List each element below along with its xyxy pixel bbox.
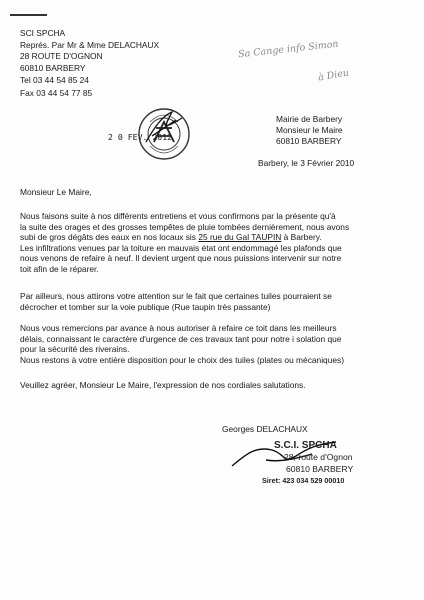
salutation: Monsieur Le Maire,: [20, 187, 92, 197]
p1-line: Les infiltrations venues par la toiture en mauvais état ont endommagé les plafonds que: [20, 242, 342, 253]
p2-line: décrocher et tomber sur la voie publique (Rue taupin très passante): [20, 301, 271, 312]
recipient-line2: Monsieur le Maire: [276, 125, 343, 135]
signature-name: Georges DELACHAUX: [222, 424, 308, 434]
p3-line: Nous restons à votre entière disposition pour le choix des tuiles (plates ou mécaniques): [20, 354, 345, 365]
p1-line: Nous faisons suite à nos différents entretiens et vous confirmons par la présente qu'à: [20, 211, 336, 221]
sender-name: SCI SPCHA: [20, 28, 66, 38]
handwritten-note-line2: à Dieu: [317, 67, 350, 84]
p1-text: à Barbery.: [281, 232, 322, 243]
p1-line: [20, 232, 349, 243]
p1-line: toit afin de le réparer.: [20, 263, 99, 274]
company-stamp-address: 28, route d'Ognon: [284, 452, 353, 462]
property-address: 25 rue du Gal TAUPIN: [198, 232, 282, 243]
date-line: Barbery, le 3 Février 2010: [258, 158, 355, 168]
p1-line: la suite des orages et des grosses tempêtes de pluie tombées dernièrement, nous avons: [20, 221, 350, 232]
closing: Veuillez agréer, Monsieur Le Maire, l'expression de nos cordiales salutations.: [20, 380, 306, 390]
sender-tel: Tel 03 44 54 85 24: [20, 75, 89, 85]
recipient-line1: Mairie de Barbery: [276, 114, 343, 124]
company-stamp-name: S.C.I. SPCHA: [274, 440, 337, 451]
p3-line: pour la sécurité des riverains.: [20, 344, 130, 355]
received-stamp-date: 2 0 FEV. 2012: [108, 132, 173, 142]
company-stamp-city: 60810 BARBERY: [286, 464, 354, 474]
p1-text: subi de gros dégâts des eaux en nos locaux sis: [20, 232, 199, 243]
stamp-signature-scrawl: [142, 108, 186, 148]
sender-represented: Représ. Par Mr & Mme DELACHAUX: [20, 40, 160, 50]
recipient-line3: 60810 BARBERY: [276, 136, 342, 146]
p1-line: nous venons de refaire à neuf. Il devient urgent que nous puissions intervenir sur notre: [20, 253, 342, 264]
p3-line: Nous vous remercions par avance à nous autoriser à refaire ce toit dans les meilleurs: [20, 323, 337, 333]
p2-line: Par ailleurs, nous attirons votre attention sur le fait que certaines tuiles pourraient se: [20, 291, 332, 301]
p3-line: délais, connaissant le caractère d'urgence de ces travaux tant pour notre i solation que: [20, 333, 342, 344]
handwritten-note-line1: Sa Cange info Simon: [237, 38, 340, 61]
paragraph-3: [20, 323, 344, 365]
company-stamp-siret: Siret: 423 034 529 00010: [262, 476, 345, 485]
paragraph-2: [20, 291, 332, 312]
paragraph-1: [20, 211, 349, 275]
sender-city: 60810 BARBERY: [20, 63, 86, 73]
sender-fax: Fax 03 44 54 77 85: [20, 88, 93, 98]
sender-address: 28 ROUTE D'OGNON: [20, 51, 103, 61]
top-rule: [10, 14, 47, 16]
